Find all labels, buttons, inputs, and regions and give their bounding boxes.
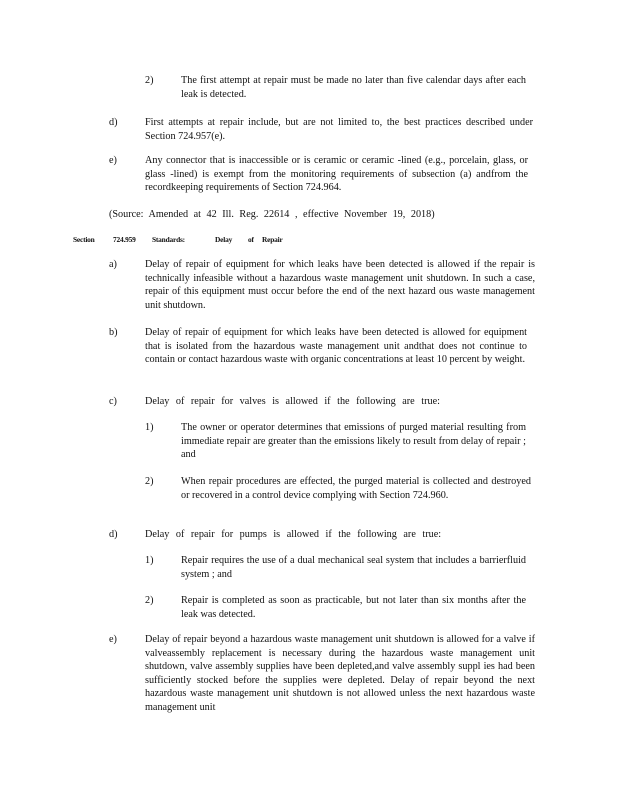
item-marker: 2): [145, 595, 154, 606]
item-text: When repair procedures are effected, the purged material is collected and destroyed or recovered in a control device complying with Section 724.960.: [181, 476, 531, 501]
item-text: Repair requires the use of a dual mechanical seal system that includes a barrierfluid system ; and: [181, 555, 526, 580]
item-marker: 1): [145, 422, 154, 433]
item-text: Delay of repair beyond a hazardous waste management unit shutdown is allowed for a valve if valveassembly replacement is necessary during the hazardous waste management unit shutdown, valve assembly supplies have been depleted,and valve assembly suppl ies had been sufficiently stocked before the supplies were depleted. Delay of repair beyond the next hazardous waste management unit shutdown is not allowed unless the next hazardous waste management unit: [145, 634, 535, 713]
section-number: 724.959: [113, 235, 136, 244]
item-marker: 2): [145, 75, 154, 86]
item-marker: e): [109, 634, 117, 645]
source-note: (Source: Amended at 42 Ill. Reg. 22614 , effective November 19, 2018): [109, 209, 435, 220]
item-text: Any connector that is inaccessible or is ceramic or ceramic -lined (e.g., porcelain, glass, or glass -lined) is exempt from the monitoring requirements of subsection (a) andfrom the recordkeeping requirements of Section 724.964.: [145, 155, 528, 194]
item-text: Delay of repair of equipment for which leaks have been detected is allowed for equipment that is isolated from the hazardous waste management unit andthat does not continue to contain or contact hazardous waste with organic concentrations at least 10 percent by weight.: [145, 327, 527, 366]
section-title-prefix: Standards:: [152, 235, 185, 244]
section-label: Section: [73, 235, 95, 244]
section-title-word: Repair: [262, 235, 283, 244]
section-title-word: Delay: [215, 235, 233, 244]
item-marker: 1): [145, 555, 154, 566]
item-text: Delay of repair for valves is allowed if the following are true:: [145, 396, 440, 407]
section-title-word: of: [248, 235, 254, 244]
item-marker: c): [109, 396, 117, 407]
item-text: Repair is completed as soon as practicable, but not later than six months after the leak was detected.: [181, 595, 526, 620]
item-text: Delay of repair for pumps is allowed if the following are true:: [145, 529, 442, 540]
item-marker: 2): [145, 476, 154, 487]
item-marker: e): [109, 155, 117, 166]
item-text: The owner or operator determines that emissions of purged material resulting from immediate repair are greater than the emissions likely to result from delay of repair ; and: [181, 422, 526, 461]
item-marker: a): [109, 259, 117, 270]
section-heading: [73, 233, 283, 247]
item-marker: b): [109, 327, 118, 338]
item-marker: d): [109, 529, 118, 540]
item-marker: d): [109, 117, 118, 128]
item-text: Delay of repair of equipment for which leaks have been detected is allowed if the repair is technically infeasible without a hazardous waste management unit shutdown. In such a case, repair of this equipment must occur before the end of the next hazard ous waste management unit shutdown.: [145, 259, 535, 311]
item-text: The first attempt at repair must be made no later than five calendar days after each leak is detected.: [181, 75, 526, 100]
item-text: First attempts at repair include, but are not limited to, the best practices described under Section 724.957(e).: [145, 117, 533, 142]
